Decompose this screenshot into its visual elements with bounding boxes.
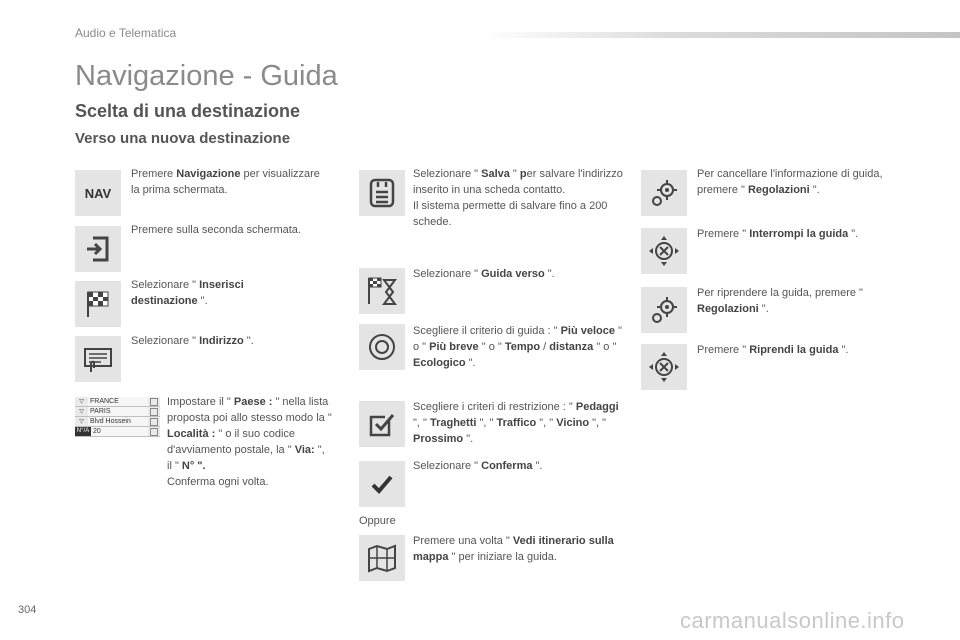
step-text: Per cancellare l'informazione di guida, premere " Regolazioni ". <box>697 168 883 196</box>
header-bar <box>480 32 960 38</box>
address-card-icon <box>75 336 121 382</box>
nav-icon-label: NAV <box>84 185 112 201</box>
save-icon <box>359 170 405 216</box>
oppure-label: Oppure <box>359 515 396 527</box>
subsection-title: Verso una nuova destinazione <box>75 130 291 147</box>
address-row: ▽ PARIS <box>75 407 160 417</box>
step-text: Selezionare " Salva " per salvare l'indirizzo inserito in una scheda contatto. Il sistema permette di salvare fino a 200 schede. <box>413 168 623 228</box>
step-text: Selezionare " Conferma ". <box>413 460 543 472</box>
confirm-checkmark-icon <box>359 461 405 507</box>
section-title: Scelta di una destinazione <box>75 101 301 121</box>
step-text: Premere una volta " Vedi itinerario sulla mappa " per iniziare la guida. <box>413 535 614 563</box>
page-title: Navigazione - Guida <box>75 60 338 92</box>
step-text: Selezionare " Inserisci destinazione ". <box>131 279 244 307</box>
checkered-flag-icon <box>75 281 121 327</box>
next-screen-icon <box>75 226 121 272</box>
resume-guidance-icon <box>641 344 687 390</box>
address-row: ▽ Blvd Hossein <box>75 417 160 427</box>
step-text: Selezionare " Guida verso ". <box>413 268 555 280</box>
watermark: carmanualsonline.info <box>680 608 905 633</box>
step-text: Premere sulla seconda schermata. <box>131 224 301 236</box>
restriction-checkbox-icon <box>359 401 405 447</box>
route-criteria-icon <box>359 324 405 370</box>
step-text: Per riprendere la guida, premere " Regolazioni ". <box>697 287 863 315</box>
page-number: 304 <box>18 604 37 616</box>
settings-gears-icon <box>641 170 687 216</box>
nav-button-icon <box>75 170 121 216</box>
step-text: Premere " Interrompi la guida ". <box>697 228 859 240</box>
address-row: N°/A 20 <box>75 427 160 437</box>
address-entry-screen <box>75 397 160 437</box>
address-row: ▽ FRANCE <box>75 397 160 407</box>
settings-gears-icon <box>641 287 687 333</box>
stop-guidance-icon <box>641 228 687 274</box>
section-header: Audio e Telematica <box>75 26 177 40</box>
step-text: Scegliere il criterio di guida : " Più veloce " o " Più breve " o " Tempo / distanza " o " Ecologico ". <box>413 325 622 369</box>
step-text: Premere " Riprendi la guida ". <box>697 344 849 356</box>
guide-to-flag-icon <box>359 268 405 314</box>
step-text: Scegliere i criteri di restrizione : " Pedaggi ", " Traghetti ", " Traffico ", " Vicino ", " Prossimo ". <box>413 401 619 445</box>
step-text: Selezionare " Indirizzo ". <box>131 335 254 347</box>
step-text: Impostare il " Paese : " nella lista proposta poi allo stesso modo la " Località : " o il suo codice d'avviamento postale, la " Via: ", il " N° ". Conferma ogni volta. <box>167 396 332 488</box>
view-map-icon <box>359 535 405 581</box>
step-text: Premere Navigazione per visualizzare la prima schermata. <box>131 168 320 196</box>
